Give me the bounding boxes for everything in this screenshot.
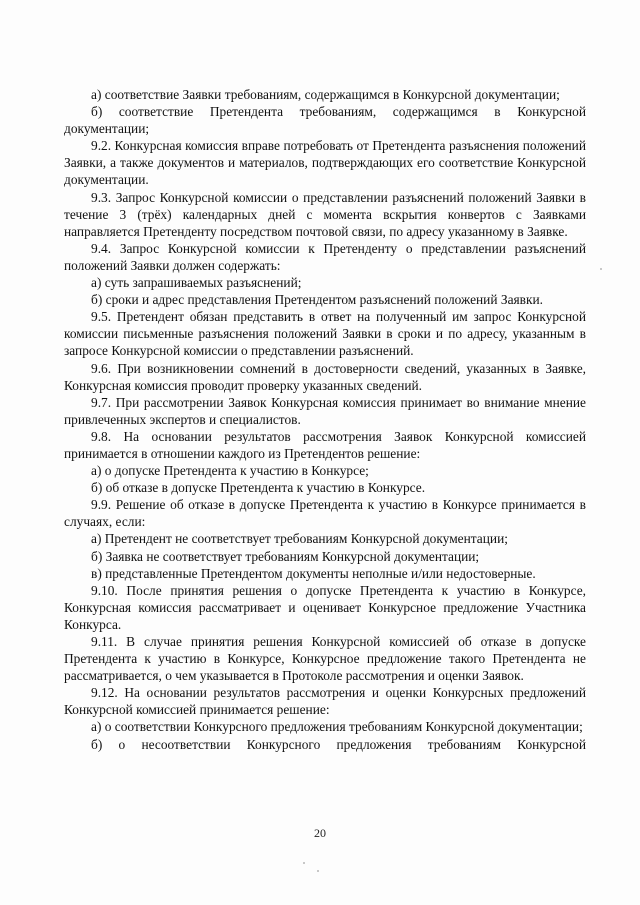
paragraph-9-2: 9.2. Конкурсная комиссия вправе потребовать от Претендента разъяснения положений Заявки, а также документов и материалов, подтверждающих его соответствие Конкурсной документации.: [64, 138, 586, 188]
paragraph-9-12-a: а) о соответствии Конкурсного предложения требованиям Конкурсной документации;: [91, 719, 583, 735]
paragraph-9-7: 9.7. При рассмотрении Заявок Конкурсная комиссия принимает во внимание мнение привлеченных экспертов и специалистов.: [64, 394, 586, 427]
paragraph-9-8-b: б) об отказе в допуске Претендента к участию в Конкурсе.: [91, 480, 426, 496]
scan-speck: [303, 862, 305, 864]
paragraph-9-5: 9.5. Претендент обязан представить в ответ на полученный им запрос Конкурсной комиссии письменные разъяснения положений Заявки в сроки и по адресу, указанным в запросе Конкурсной комиссии о представлении разъяснений.: [64, 309, 586, 359]
paragraph-9-8-a: а) о допуске Претендента к участию в Конкурсе;: [91, 463, 369, 479]
paragraph-9-4-b: б) сроки и адрес представления Претендентом разъяснений положений Заявки.: [91, 292, 544, 308]
page-number: 20: [314, 826, 326, 840]
paragraph-9-9-a: а) Претендент не соответствует требованиям Конкурсной документации;: [91, 531, 508, 547]
paragraph-9-4: 9.4. Запрос Конкурсной комиссии к Претенденту о представлении разъяснений положений Заявки должен содержать:: [64, 240, 586, 273]
paragraph-9-9-c: в) представленные Претендентом документы неполные и/или недостоверные.: [91, 565, 536, 581]
paragraph-9-12-b: б) о несоответствии Конкурсного предложения требованиям Конкурсной: [91, 736, 586, 752]
paragraph-9-10: 9.10. После принятия решения о допуске Претендента к участию в Конкурсе, Конкурсная комиссия рассматривает и оценивает Конкурсное предложение Участника Конкурса.: [64, 582, 586, 632]
paragraph-9-9-b: б) Заявка не соответствует требованиям Конкурсной документации;: [91, 548, 480, 564]
paragraph-9-8: 9.8. На основании результатов рассмотрения Заявок Конкурсной комиссией принимается в отношении каждого из Претендентов решение:: [64, 428, 586, 461]
paragraph-9-9: 9.9. Решение об отказе в допуске Претендента к участию в Конкурсе принимается в случаях, если:: [64, 497, 586, 530]
paragraph-9-12: 9.12. На основании результатов рассмотрения и оценки Конкурсных предложений Конкурсной комиссией принимается решение:: [64, 685, 586, 718]
paragraph-9-6: 9.6. При возникновении сомнений в достоверности сведений, указанных в Заявке, Конкурсная комиссия проводит проверку указанных сведений.: [64, 360, 586, 393]
paragraph-9-1-a: а) соответствие Заявки требованиям, содержащимся в Конкурсной документации;: [91, 87, 560, 102]
body-text: [64, 86, 586, 753]
paragraph-9-1-b: б) соответствие Претендента требованиям, содержащимся в Конкурсной документации;: [64, 104, 586, 137]
paragraph-9-3: 9.3. Запрос Конкурсной комиссии о представлении разъяснений положений Заявки в течение 3 (трёх) календарных дней с момента вскрытия конвертов с Заявками направляется Претенденту посредством почтовой связи, по адресу указанному в Заявке.: [64, 189, 586, 239]
scan-speck: [317, 870, 319, 872]
paragraph-9-11: 9.11. В случае принятия решения Конкурсной комиссией об отказе в допуске Претендента к участию в Конкурсе, Конкурсное предложение такого Претендента не рассматривается, о чем указывается в Протоколе рассмотрения и оценки Заявок.: [64, 634, 586, 684]
paragraph-9-4-a: а) суть запрашиваемых разъяснений;: [91, 275, 302, 291]
scan-speck: [600, 268, 602, 270]
